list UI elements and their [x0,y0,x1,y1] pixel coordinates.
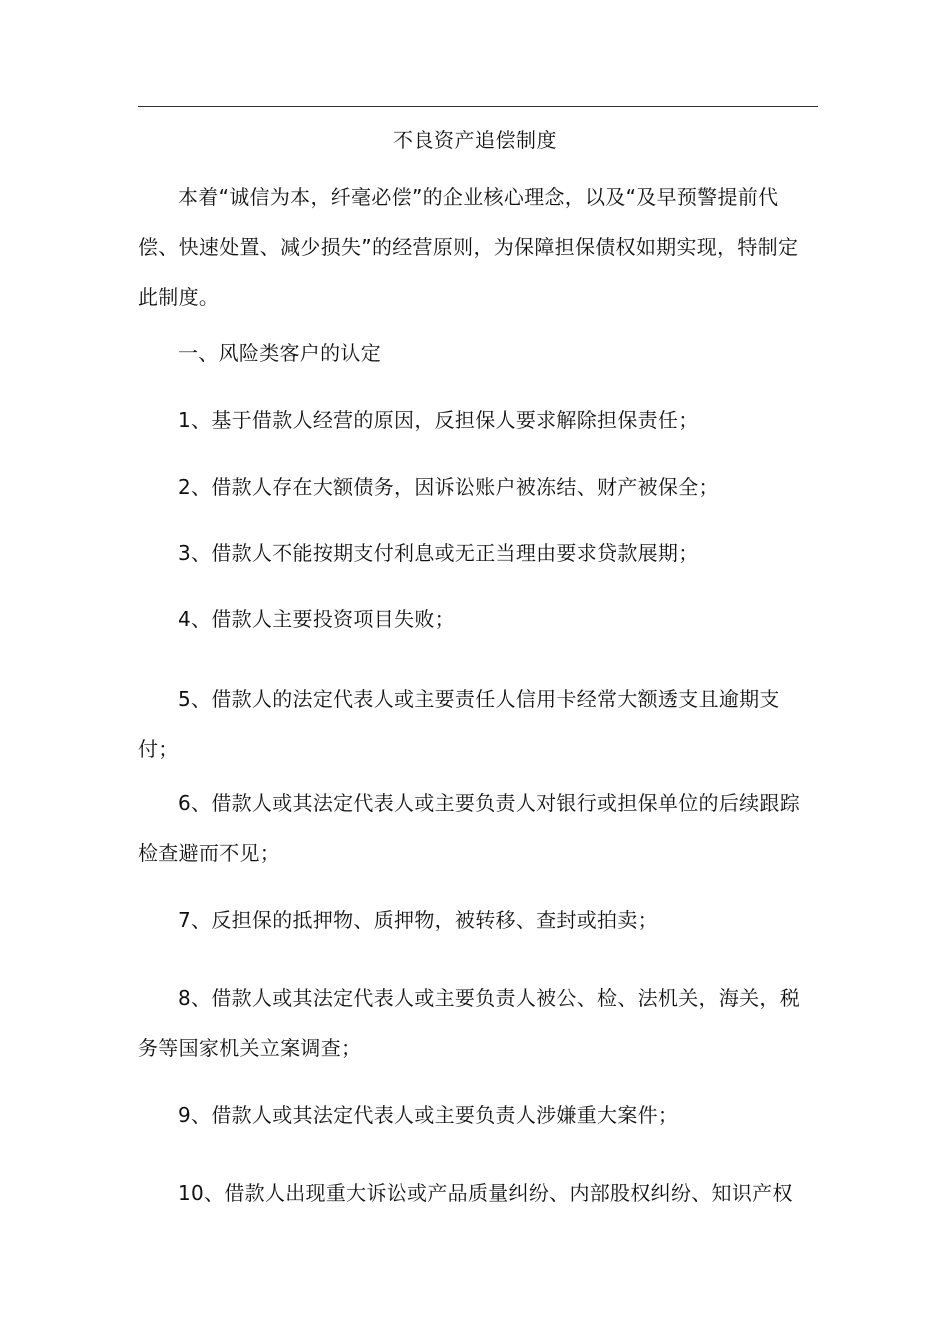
header-rule [138,106,818,107]
list-item: 3、借款人不能按期支付利息或无正当理由要求贷款展期； [178,541,699,565]
list-item: 6、借款人或其法定代表人或主要负责人对银行或担保单位的后续跟踪检查避而不见； [138,791,801,865]
list-item: 8、借款人或其法定代表人或主要负责人被公、检、法机关，海关，税务等国家机关立案调查； [138,986,801,1060]
list-item: 10、借款人出现重大诉讼或产品质量纠纷、内部股权纠纷、知识产权 [178,1181,793,1205]
list-item: 9、借款人或其法定代表人或主要负责人涉嫌重大案件； [178,1103,679,1127]
list-item: 5、借款人的法定代表人或主要责任人信用卡经常大额透支且逾期支付； [138,687,780,761]
section-heading: 一、风险类客户的认定 [178,341,381,365]
document-title: 不良资产追偿制度 [393,128,557,152]
list-item: 2、借款人存在大额债务，因诉讼账户被冻结、财产被保全； [178,475,719,499]
list-item: 1、基于借款人经营的原因，反担保人要求解除担保责任； [178,408,699,432]
list-item: 4、借款人主要投资项目失败； [178,607,455,631]
intro-paragraph: 本着“诚信为本，纤毫必偿”的企业核心理念，以及“及早预警提前代偿、快速处置、减少损失”的经营原则，为保障担保债权如期实现，特制定此制度。 [138,185,799,309]
list-item: 7、反担保的抵押物、质押物，被转移、查封或拍卖； [178,908,658,932]
